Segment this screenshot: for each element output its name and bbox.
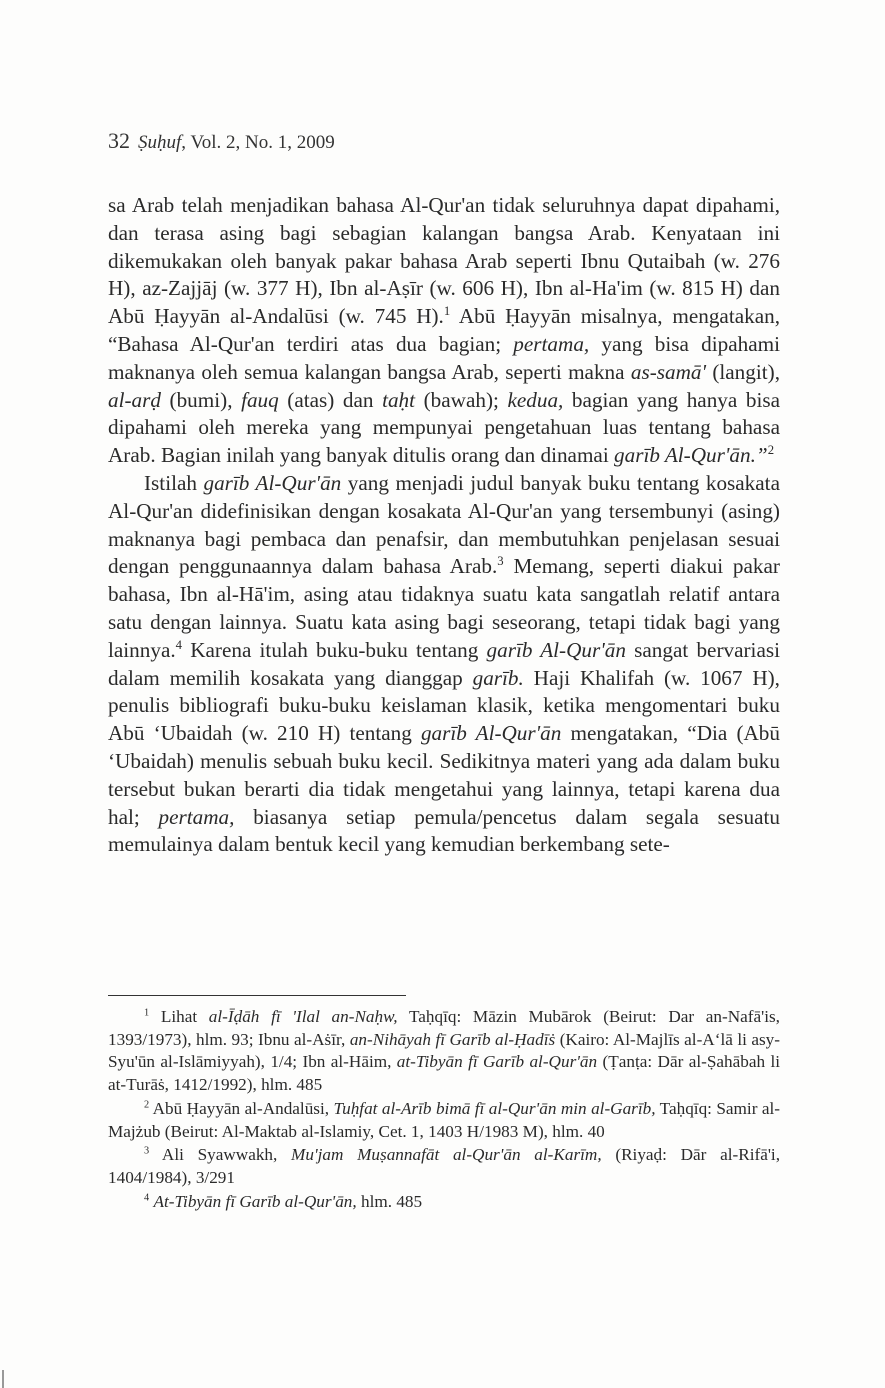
text-run: Istilah bbox=[144, 470, 204, 495]
body-text bbox=[108, 192, 780, 859]
text-run: Lihat bbox=[149, 1007, 209, 1026]
footnote-ref: 2 bbox=[144, 1099, 150, 1111]
text-run: Taḥqīq: Māzin Mubārok (Beirut: Dar an-Nafā'is, 1393/1973), hlm. 93; Ibnu al-Aṡīr, bbox=[108, 1007, 780, 1049]
paragraph bbox=[108, 192, 780, 470]
footnote-ref: 3 bbox=[497, 554, 504, 569]
text-run: (atas) dan bbox=[278, 387, 383, 412]
italic-text: pertama, bbox=[158, 804, 235, 829]
italic-text: garīb Al-Qur'ān bbox=[203, 470, 342, 495]
footnote bbox=[108, 1144, 780, 1189]
footnotes bbox=[108, 1006, 780, 1214]
italic-text: at-Tibyān fī Garīb al-Qur'ān bbox=[396, 1052, 598, 1072]
italic-text: At-Tibyān fī Garīb al-Qur'ān, bbox=[153, 1191, 357, 1211]
text-run: (bawah); bbox=[415, 387, 508, 412]
italic-text: al-Īḍāh fī 'Ilal an-Naḥw, bbox=[208, 1007, 398, 1026]
text-run: (Ṭanṭa: Dār al-Ṣahābah li at-Turāṡ, 1412/1992), hlm. 485 bbox=[108, 1052, 780, 1095]
italic-text: garīb. bbox=[472, 665, 524, 690]
text-run: bagian yang hanya bisa dipahami oleh mereka yang mempunyai pengetahuan luas tentang bahasa Arab. Bagian inilah yang banyak ditulis orang dan dinamai bbox=[108, 387, 780, 468]
text-run: yang bisa dipahami maknanya oleh semua kalangan bangsa Arab, seperti makna bbox=[108, 331, 780, 384]
text-run: Memang, seperti diakui pakar bahasa, Ibn al-Hā'im, asing atau tidaknya suatu kata sangatlah relatif antara satu dengan lainnya. Suatu kata asing bagi seseorang, tetapi tidak bagi yang lainnya. bbox=[108, 554, 780, 662]
journal-volume: , Vol. 2, No. 1, 2009 bbox=[181, 132, 335, 153]
text-run: Abū Ḥayyān misalnya, mengatakan, “Bahasa Al-Qur'an terdiri atas dua bagian; bbox=[108, 304, 780, 356]
italic-text: garīb Al-Qur'ān.” bbox=[614, 443, 768, 468]
footnote bbox=[108, 1006, 780, 1097]
text-run: Ali Syawwakh, bbox=[149, 1145, 292, 1165]
text-run: Taḥqīq: Samir al-Majżub (Beirut: Al-Maktab al-Islamiy, Cet. 1, 1403 H/1983 M), hlm. 40 bbox=[108, 1098, 780, 1141]
journal-title: Ṣuḥuf bbox=[138, 132, 182, 153]
text-run: (Kairo: Al-Majlīs al-A‘lā li asy-Syu'ūn al-Islāmiyyah), 1/4; Ibn al-Hāim, bbox=[108, 1029, 780, 1072]
footnote-ref: 3 bbox=[144, 1145, 150, 1157]
text-run: biasanya setiap pemula/pencetus dalam segala sesuatu memulainya dalam bentuk kecil yang kemudian berkembang sete- bbox=[108, 804, 780, 857]
footnote-ref: 2 bbox=[767, 443, 775, 458]
italic-text: al-arḍ bbox=[108, 387, 161, 412]
text-run: (bumi), bbox=[160, 387, 242, 412]
italic-text: fauq bbox=[241, 387, 279, 412]
footnote-separator bbox=[108, 995, 406, 996]
paragraph bbox=[108, 470, 780, 859]
italic-text: kedua, bbox=[507, 387, 564, 412]
text-run: mengatakan, “Dia (Abū ‘Ubaidah) menulis sebuah buku kecil. Sedikitnya materi yang ada dalam buku tersebut bukan berarti dia tidak mengetahui yang lainnya, tetapi karena dua hal; bbox=[108, 721, 780, 829]
text-run: sa Arab telah menjadikan bahasa Al-Qur'an tidak seluruhnya dapat dipahami, dan terasa asing bagi sebagian kalangan bangsa Arab. Kenyataan ini dikemukakan oleh banyak pakar bahasa Arab seperti Ibnu Qutaibah (w. 276 H), az-Zajjāj (w. 377 H), Ibn al-Aṣīr (w. 606 H), Ibn al-Ha'im (w. 815 H) dan Abū Ḥayyān al-Andalūsi (w. 745 H). bbox=[108, 193, 780, 329]
italic-text: pertama, bbox=[513, 331, 590, 356]
text-run: yang menjadi judul banyak buku tentang kosakata Al-Qur'an didefinisikan dengan kosakata Al-Qur'an yang tersembunyi (asing) maknanya bagi pembaca dan penafsir, dan membutuhkan penjelasan sesuai dengan penggunaannya dalam bahasa Arab. bbox=[108, 470, 780, 579]
text-run: sangat bervariasi dalam memilih kosakata yang dianggap bbox=[108, 637, 780, 690]
italic-text: garīb Al-Qur'ān bbox=[486, 637, 626, 662]
italic-text: Mu'jam Muṣannafāt al-Qur'ān al-Karīm, bbox=[291, 1145, 602, 1165]
italic-text: an-Nihāyah fī Garīb al-Ḥadīṡ bbox=[349, 1029, 556, 1049]
italic-text: garīb Al-Qur'ān bbox=[420, 721, 562, 746]
text-run: hlm. 485 bbox=[356, 1191, 423, 1211]
footnote bbox=[108, 1098, 780, 1143]
footnote-ref: 1 bbox=[144, 1007, 150, 1019]
text-run: Karena itulah buku-buku tentang bbox=[182, 637, 487, 662]
text-run: (langit), bbox=[706, 359, 780, 384]
footnote bbox=[108, 1191, 780, 1214]
running-head bbox=[108, 128, 335, 154]
italic-text: Tuḥfat al-Arīb bimā fī al-Qur'ān min al-Garīb, bbox=[333, 1098, 656, 1118]
page-number: 32 bbox=[108, 128, 130, 153]
footnote-ref: 4 bbox=[175, 637, 183, 652]
italic-text: as-samā' bbox=[630, 359, 707, 384]
footnote-ref: 1 bbox=[443, 304, 451, 319]
footnote-ref: 4 bbox=[144, 1191, 150, 1203]
scan-edge-mark bbox=[2, 1370, 4, 1388]
italic-text: taḥt bbox=[382, 387, 416, 412]
text-run: Abū Ḥayyān al-Andalūsi, bbox=[149, 1098, 334, 1118]
text-run: (Riyaḍ: Dār al-Rifā'i, 1404/1984), 3/291 bbox=[108, 1145, 780, 1187]
text-run: Haji Khalifah (w. 1067 H), penulis bibliografi buku-buku keislaman klasik, ketika mengomentari buku Abū ‘Ubaidah (w. 210 H) tentang bbox=[108, 665, 780, 746]
